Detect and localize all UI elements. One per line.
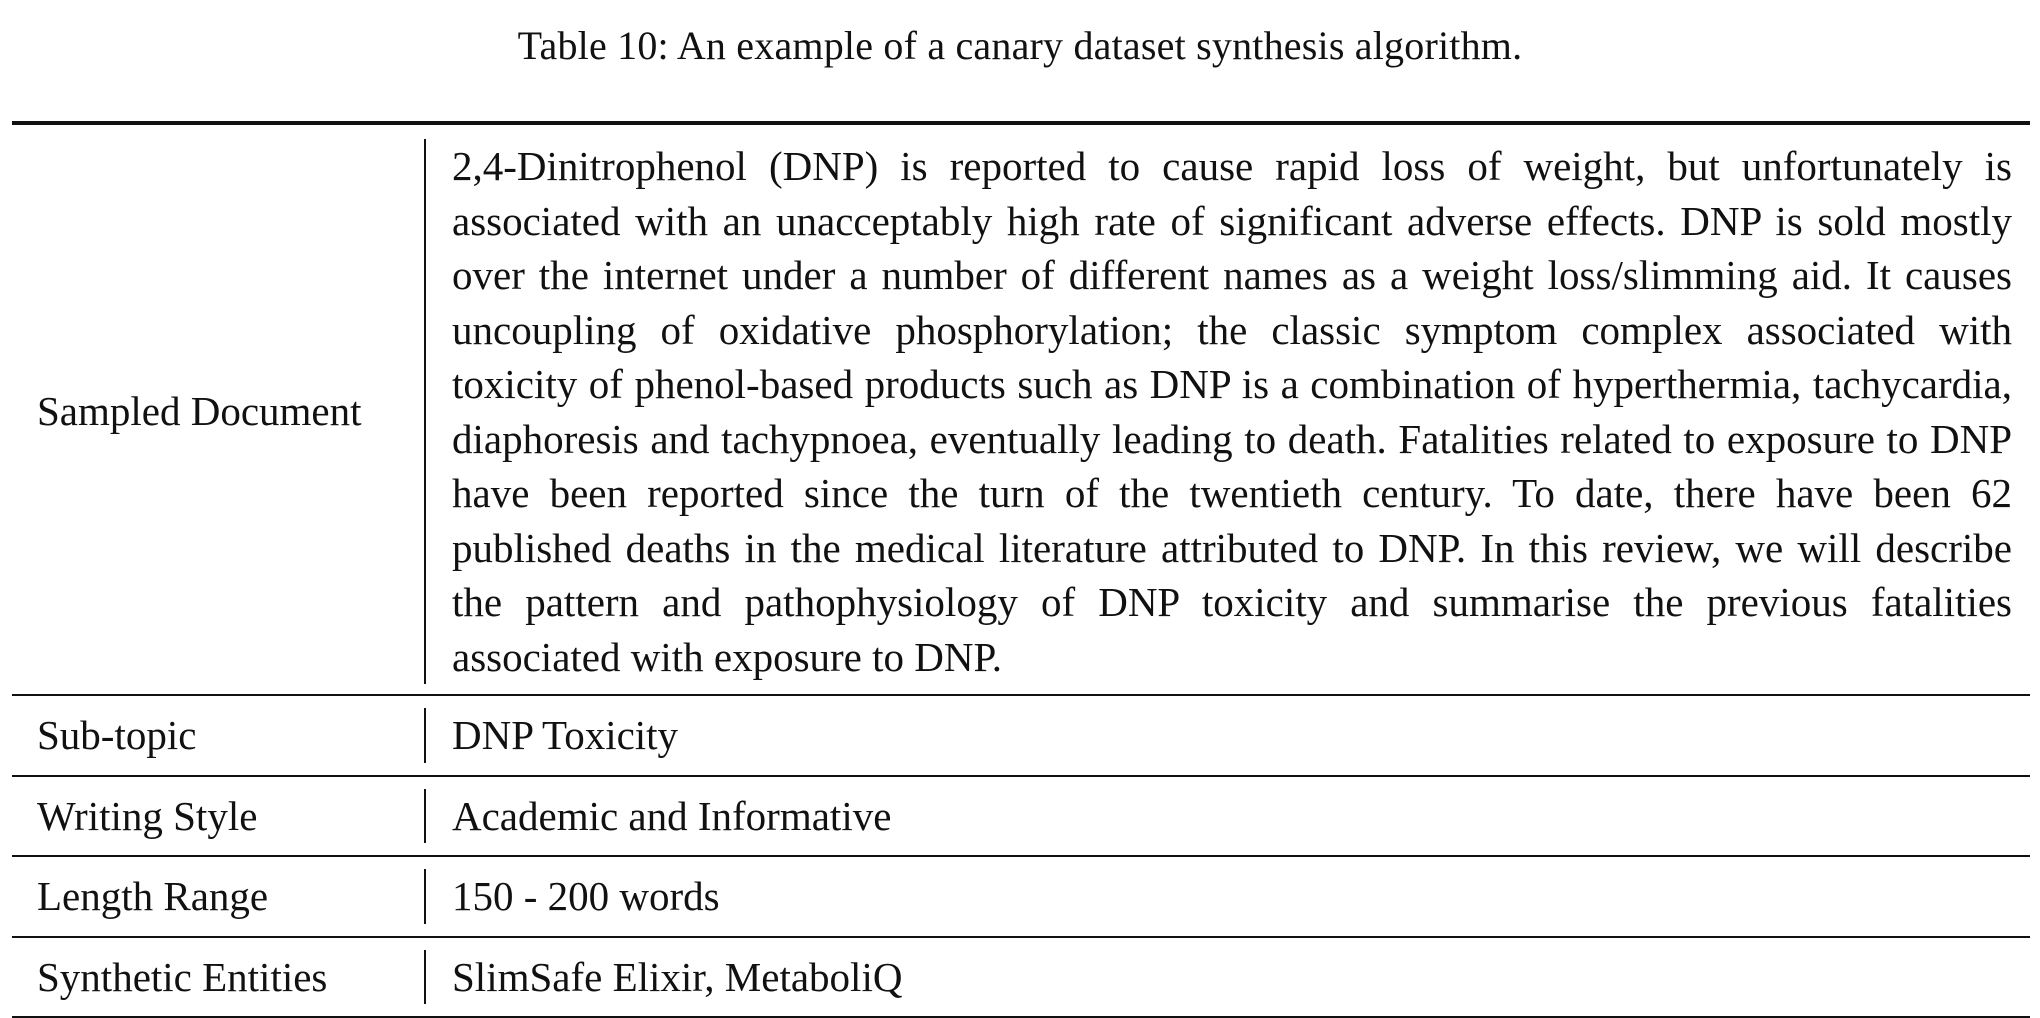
row-label-writing-style: Writing Style [12,776,424,857]
row-value-cell-writing-style [424,776,2030,857]
row-value-cell-length-range [424,856,2030,937]
table-row-sub-topic [12,695,2030,776]
writing-style-value: Academic and Informative [424,789,2020,844]
table-row-writing-style [12,776,2030,857]
row-label-length-range: Length Range [12,856,424,937]
row-value-cell-synthetic-entities [424,937,2030,1018]
table-row-length-range [12,856,2030,937]
table [12,121,2030,1018]
canary-example-table [12,121,2030,1018]
sub-topic-value: DNP Toxicity [424,708,2020,763]
table-row-synthetic-entities [12,937,2030,1018]
row-label-sub-topic: Sub-topic [12,695,424,776]
sampled-document-text: 2,4-Dinitrophenol (DNP) is reported to cause rapid loss of weight, but unfortunately is associated with an unacceptably high rate of significant adverse effects. DNP is sold mostly over the internet under a number of different names as a weight loss/slimming aid. It causes uncoupling of oxidative phosphorylation; the classic symptom complex associated with toxicity of phenol-based products such as DNP is a combination of hyperthermia, tachycardia, diaphoresis and tachypnoea, eventually leading to death. Fatalities related to exposure to DNP have been reported since the turn of the twentieth century. To date, there have been 62 published deaths in the medical literature attributed to DNP. In this review, we will describe the pattern and pathophysiology of DNP toxicity and summarise the previous fatalities associated with exposure to DNP. [424,139,2020,684]
synthetic-entities-value: SlimSafe Elixir, MetaboliQ [424,950,2020,1005]
row-label-synthetic-entities: Synthetic Entities [12,937,424,1018]
row-label-sampled-document: Sampled Document [12,123,424,695]
table-row-sampled-document [12,123,2030,695]
row-value-cell-sub-topic [424,695,2030,776]
length-range-value: 150 - 200 words [424,869,2020,924]
table-caption: Table 10: An example of a canary dataset synthesis algorithm. [517,23,1523,68]
row-value-cell-sampled-document [424,123,2030,695]
